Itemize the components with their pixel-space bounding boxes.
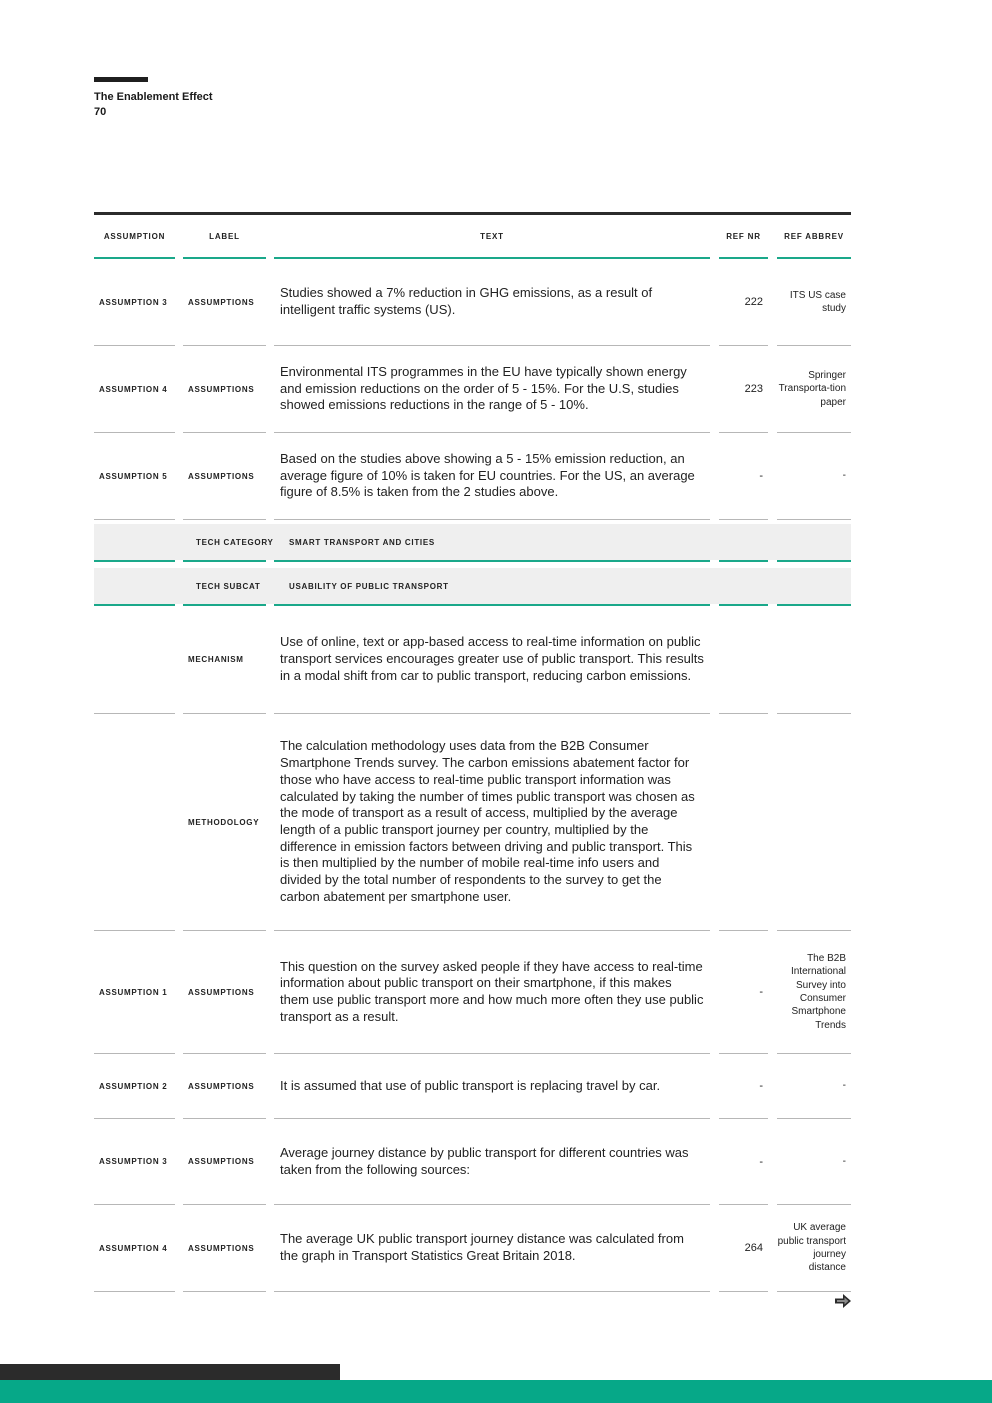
tech-subcat-label: TECH SUBCAT — [183, 568, 274, 606]
assumptions-table — [94, 212, 851, 1292]
tech-category-label: TECH CATEGORY — [183, 524, 274, 562]
label-cell: ASSUMPTIONS — [183, 1054, 266, 1119]
label-cell: ASSUMPTIONS — [183, 259, 266, 346]
band-empty-cell — [777, 568, 851, 606]
ref-abbrev-cell: ITS US case study — [777, 259, 851, 346]
assumption-cell — [94, 606, 175, 714]
band-gap — [768, 560, 777, 562]
col-header-ref-abbrev: REF ABBREV — [777, 215, 851, 259]
label-cell: MECHANISM — [183, 606, 266, 714]
col-header-ref-nr: REF NR — [719, 215, 768, 259]
table-header — [94, 215, 851, 259]
text-cell: The average UK public transport journey distance was calculated from the graph in Transport Statistics Great Britain 2018. — [274, 1205, 710, 1292]
text-cell: Studies showed a 7% reduction in GHG emissions, as a result of intelligent traffic systems (US). — [274, 259, 710, 346]
ref-nr-cell: - — [719, 433, 768, 520]
footer-dark-bar — [0, 1364, 340, 1380]
col-header-assumption: ASSUMPTION — [94, 215, 175, 259]
ref-abbrev-cell — [777, 606, 851, 714]
tech-category-row — [94, 524, 851, 562]
band-empty-cell — [94, 568, 183, 606]
footer-accent-bar — [0, 1380, 992, 1403]
ref-nr-cell: 222 — [719, 259, 768, 346]
ref-nr-cell: - — [719, 931, 768, 1054]
label-cell: ASSUMPTIONS — [183, 1119, 266, 1205]
table-row — [94, 259, 851, 346]
ref-abbrev-cell: - — [777, 1054, 851, 1119]
table-row — [94, 1119, 851, 1205]
label-cell: METHODOLOGY — [183, 714, 266, 931]
band-gap — [175, 560, 183, 562]
text-cell: This question on the survey asked people if they have access to real-time information about public transport on their smartphone, if this makes them use public transport more and how much more often they use public transport as a result. — [274, 931, 710, 1054]
ref-nr-cell — [719, 714, 768, 931]
ref-abbrev-cell: - — [777, 433, 851, 520]
table-row — [94, 1054, 851, 1119]
label-cell: ASSUMPTIONS — [183, 931, 266, 1054]
col-header-text: TEXT — [274, 215, 710, 259]
table-row — [94, 606, 851, 714]
tech-subcat-value: USABILITY OF PUBLIC TRANSPORT — [274, 568, 719, 606]
text-cell: It is assumed that use of public transport is replacing travel by car. — [274, 1054, 710, 1119]
band-empty-cell — [94, 524, 183, 562]
ref-abbrev-cell: UK average public transport journey distance — [777, 1205, 851, 1292]
band-empty-cell — [777, 524, 851, 562]
table-row — [94, 1205, 851, 1292]
doc-title: The Enablement Effect — [94, 91, 213, 103]
assumption-cell: ASSUMPTION 2 — [94, 1054, 175, 1119]
text-cell: Use of online, text or app-based access to real-time information on public transport services encourages greater use of public transport. This results in a modal shift from car to public transport, reducing carbon emissions. — [274, 606, 710, 714]
assumption-cell — [94, 714, 175, 931]
text-cell: Environmental ITS programmes in the EU have typically shown energy and emission reductions on the order of 5 - 15%. For the U.S, studies showed emissions reductions in the range of 5 - 10%. — [274, 346, 710, 433]
table-row — [94, 433, 851, 520]
ref-nr-cell: 223 — [719, 346, 768, 433]
band-empty-cell — [719, 568, 777, 606]
band-empty-cell — [719, 524, 777, 562]
assumption-cell: ASSUMPTION 4 — [94, 346, 175, 433]
label-cell: ASSUMPTIONS — [183, 433, 266, 520]
tech-category-value: SMART TRANSPORT AND CITIES — [274, 524, 719, 562]
assumption-cell: ASSUMPTION 3 — [94, 1119, 175, 1205]
ref-nr-cell: 264 — [719, 1205, 768, 1292]
tech-subcat-row — [94, 568, 851, 606]
header-bar — [94, 77, 148, 82]
ref-nr-cell: - — [719, 1054, 768, 1119]
label-cell: ASSUMPTIONS — [183, 346, 266, 433]
ref-nr-cell: - — [719, 1119, 768, 1205]
ref-nr-cell — [719, 606, 768, 714]
ref-abbrev-cell: The B2B International Survey into Consumer Smartphone Trends — [777, 931, 851, 1054]
table-row — [94, 714, 851, 931]
assumption-cell: ASSUMPTION 5 — [94, 433, 175, 520]
text-cell: Average journey distance by public transport for different countries was taken from the following sources: — [274, 1119, 710, 1205]
page-number: 70 — [94, 106, 107, 118]
label-cell: ASSUMPTIONS — [183, 1205, 266, 1292]
text-cell: The calculation methodology uses data from the B2B Consumer Smartphone Trends survey. The carbon emissions abatement factor for those who have access to real-time public transport information was calculated by taking the number of times public transport was chosen as the mode of transport as a result of access, multiplied by the average length of a public transport journey per country, multiplied by the difference in emission factors between driving and public transport. This is then multiplied by the number of mobile real-time info users and divided by the total number of respondents to the survey to get the carbon abatement per smartphone user. — [274, 714, 710, 931]
ref-abbrev-cell — [777, 714, 851, 931]
band-gap — [266, 560, 274, 562]
band-gap — [710, 560, 719, 562]
assumption-cell: ASSUMPTION 4 — [94, 1205, 175, 1292]
text-cell: Based on the studies above showing a 5 - 15% emission reduction, an average figure of 10% is taken for EU countries. For the US, an average figure of 8.5% is taken from the 2 studies above. — [274, 433, 710, 520]
assumption-cell: ASSUMPTION 3 — [94, 259, 175, 346]
table-row — [94, 346, 851, 433]
ref-abbrev-cell: Springer Transporta-tion paper — [777, 346, 851, 433]
arrow-right-icon[interactable] — [833, 1291, 853, 1311]
table-row — [94, 931, 851, 1054]
ref-abbrev-cell: - — [777, 1119, 851, 1205]
assumption-cell: ASSUMPTION 1 — [94, 931, 175, 1054]
col-header-label: LABEL — [183, 215, 266, 259]
